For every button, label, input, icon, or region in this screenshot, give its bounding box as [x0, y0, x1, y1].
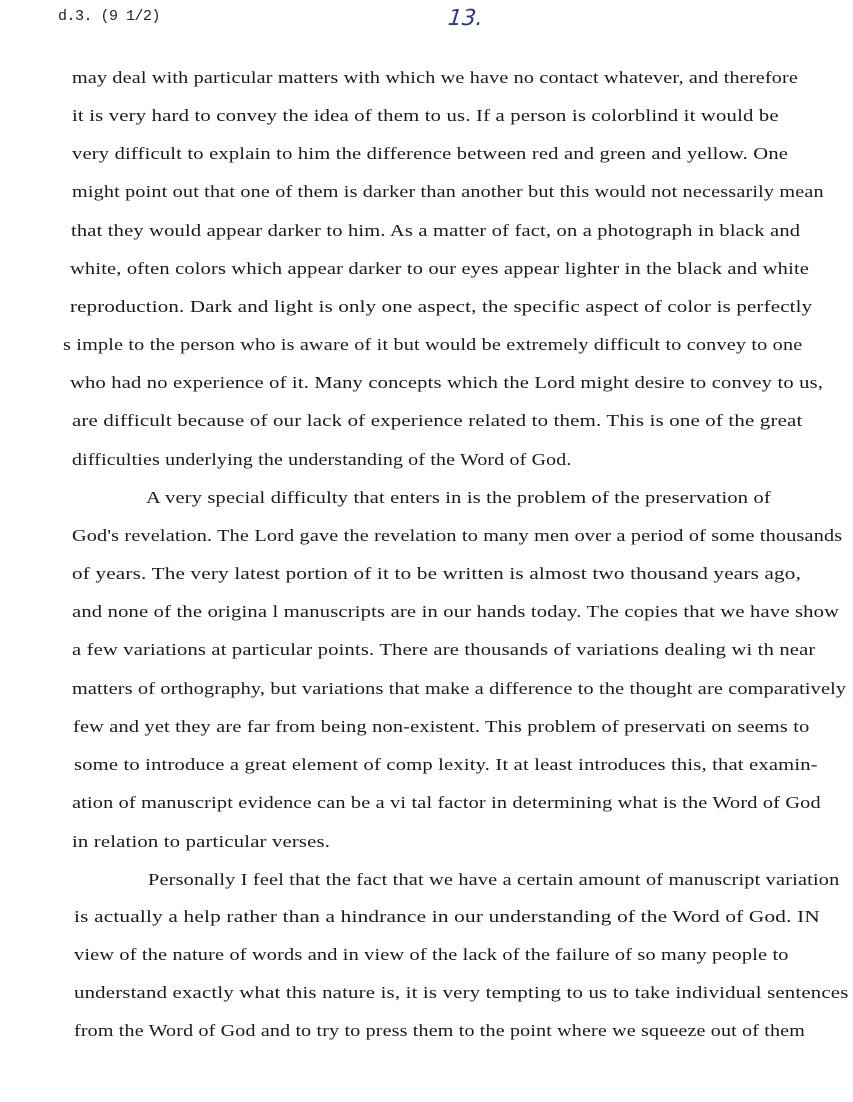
- text-line: few and yet they are far from being non-existent. This problem of preservati on seems to: [73, 717, 810, 736]
- text-line: may deal with particular matters with which we have no contact whatever, and therefore: [72, 68, 798, 87]
- text-line: view of the nature of words and in view of the lack of the failure of so many people to: [74, 945, 789, 964]
- text-line: matters of orthography, but variations that make a difference to the thought are comparatively: [72, 679, 847, 698]
- text-line: white, often colors which appear darker to our eyes appear lighter in the black and white: [70, 259, 810, 278]
- text-line: God's revelation. The Lord gave the revelation to many men over a period of some thousands: [72, 526, 843, 545]
- document-reference: d.3. (9 1/2): [58, 8, 161, 25]
- text-line: s imple to the person who is aware of it but would be extremely difficult to convey to one: [63, 335, 803, 354]
- text-line: very difficult to explain to him the difference between red and green and yellow. One: [72, 144, 789, 163]
- text-line: difficulties underlying the understanding of the Word of God.: [72, 450, 572, 469]
- text-line: Personally I feel that the fact that we have a certain amount of manuscript variation: [148, 870, 840, 889]
- text-line: in relation to particular verses.: [72, 832, 331, 851]
- text-line: might point out that one of them is darker than another but this would not necessarily mean: [72, 182, 824, 201]
- text-line: from the Word of God and to try to press them to the point where we squeeze out of them: [74, 1021, 805, 1040]
- text-line: a few variations at particular points. There are thousands of variations dealing wi th near: [72, 640, 816, 659]
- text-line: who had no experience of it. Many concepts which the Lord might desire to convey to us,: [70, 373, 824, 392]
- text-line: it is very hard to convey the idea of them to us. If a person is colorblind it would be: [72, 106, 779, 125]
- text-line: is actually a help rather than a hindrance in our understanding of the Word of God. IN: [74, 907, 820, 926]
- text-line: are difficult because of our lack of experience related to them. This is one of the great: [72, 411, 803, 430]
- text-line: some to introduce a great element of comp lexity. It at least introduces this, that examin-: [74, 755, 818, 774]
- text-line: understand exactly what this nature is, it is very tempting to us to take individual sentences: [74, 983, 849, 1002]
- text-line: that they would appear darker to him. As a matter of fact, on a photograph in black and: [71, 221, 801, 240]
- text-line: of years. The very latest portion of it to be written is almost two thousand years ago,: [72, 564, 802, 583]
- handwritten-page-number: 13.: [446, 6, 485, 31]
- text-line: ation of manuscript evidence can be a vi tal factor in determining what is the Word of God: [72, 793, 821, 812]
- text-line: and none of the origina l manuscripts are in our hands today. The copies that we have show: [72, 602, 840, 621]
- text-line: reproduction. Dark and light is only one aspect, the specific aspect of color is perfectly: [70, 297, 813, 316]
- text-line: A very special difficulty that enters in is the problem of the preservation of: [146, 488, 771, 507]
